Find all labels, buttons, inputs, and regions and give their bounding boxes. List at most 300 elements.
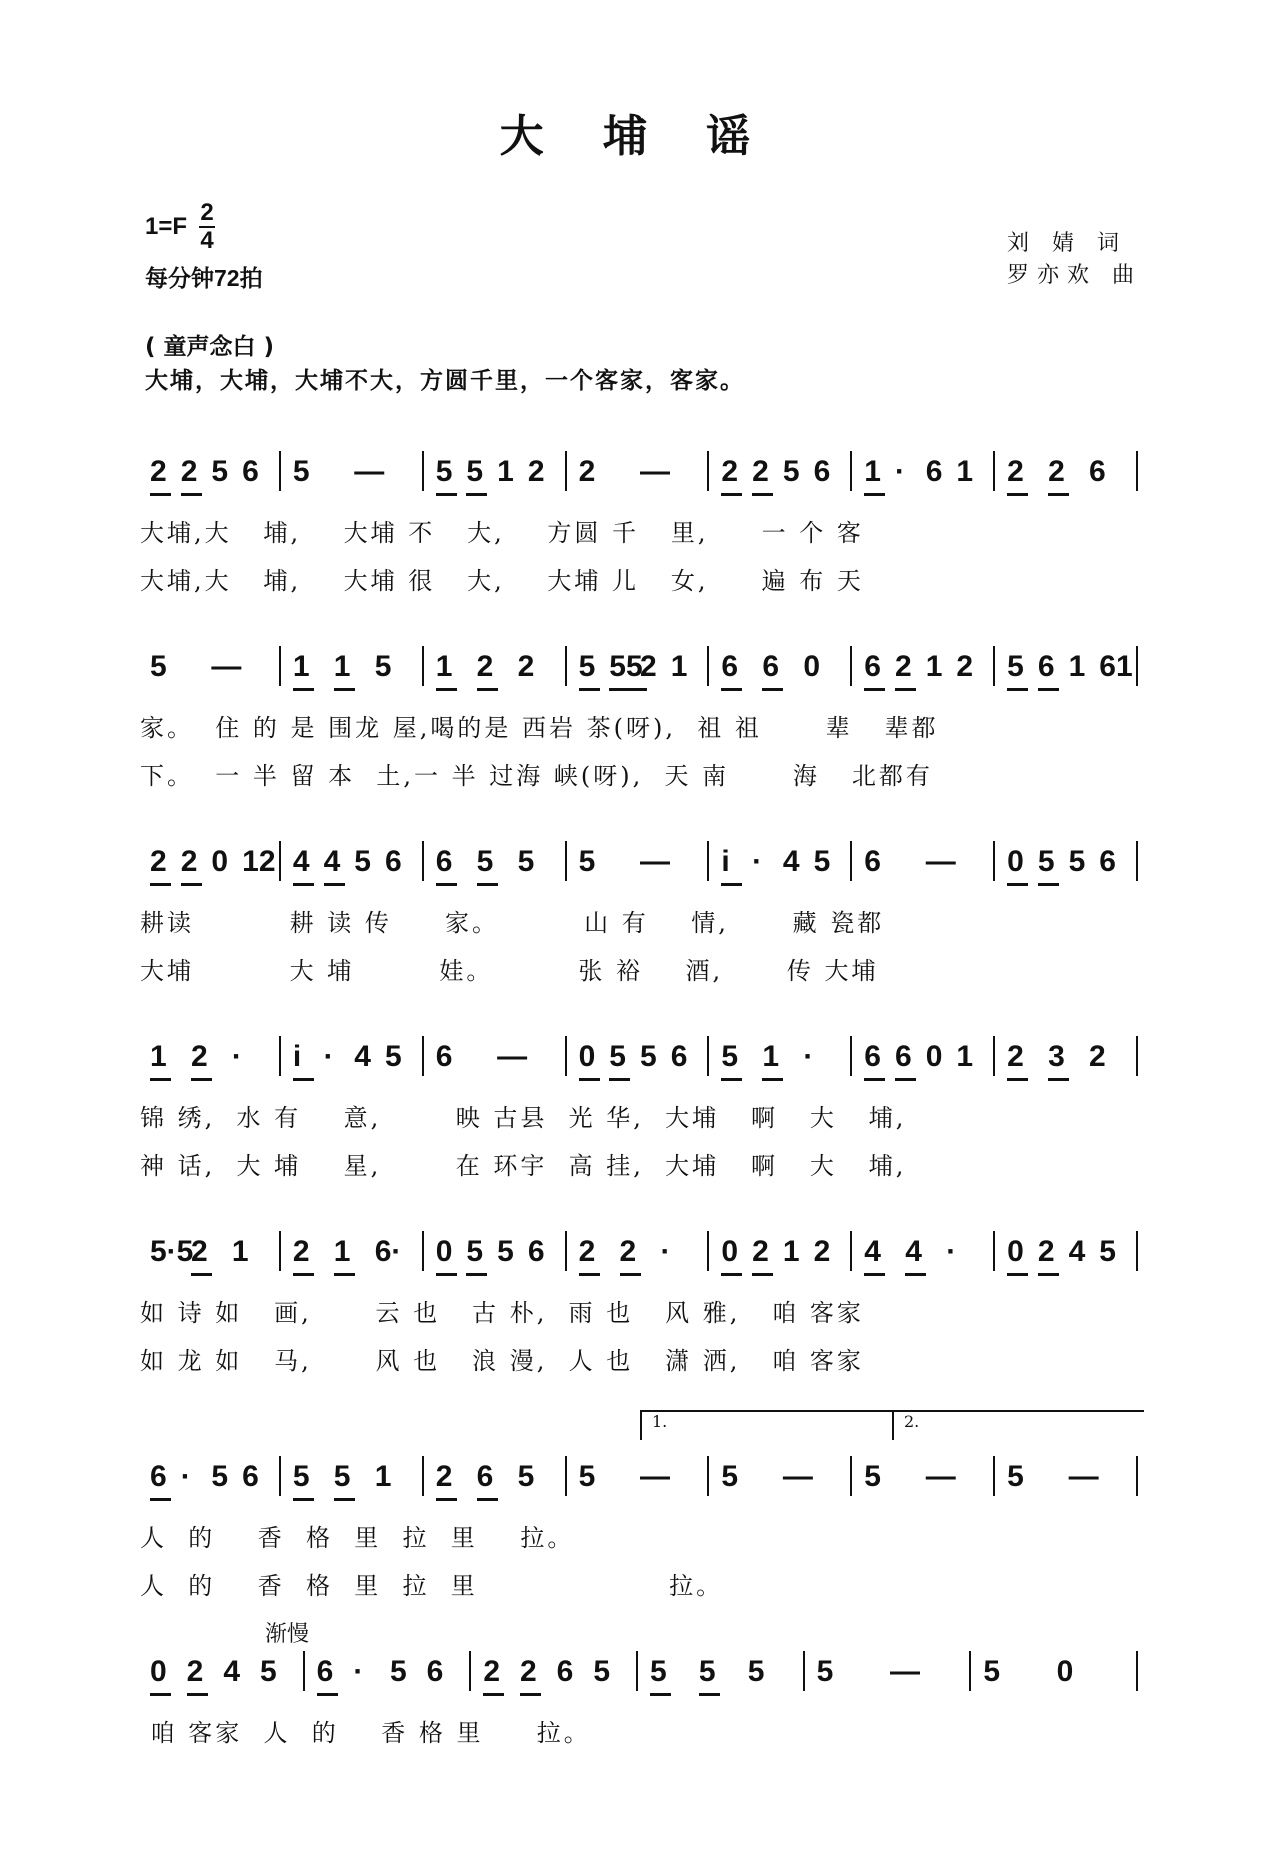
beam-underline	[477, 883, 498, 886]
note: 0	[578, 1040, 596, 1073]
beam-underline	[721, 1078, 742, 1081]
note: 5	[390, 1655, 407, 1688]
note: 0	[925, 1040, 943, 1073]
beam-underline	[864, 1078, 885, 1081]
beam-underline	[721, 688, 742, 691]
note: 1	[956, 1040, 974, 1073]
beam-underline	[520, 1693, 541, 1696]
beam-underline	[1048, 1078, 1069, 1081]
beam-underline	[466, 493, 487, 496]
lyrics-verse-2: 大埔,大 埔, 大埔 很 大, 大埔 儿 女, 遍 布 天	[140, 567, 864, 595]
note: 5	[211, 455, 229, 488]
dash-note: —	[925, 1460, 956, 1493]
note: 5	[466, 455, 484, 488]
dash-note: —	[640, 845, 670, 878]
note: 1	[1068, 650, 1086, 683]
tempo-change-marking: 渐慢	[265, 1622, 310, 1647]
barline	[1136, 841, 1138, 881]
dash-note: —	[354, 455, 385, 488]
beam-underline	[650, 1693, 671, 1696]
note: 0	[211, 845, 229, 878]
barline	[565, 1456, 567, 1496]
barline	[969, 1651, 971, 1691]
barline	[279, 646, 281, 686]
note: 2	[1007, 455, 1024, 488]
song-title: 大 埔 谣	[499, 111, 773, 162]
note: 1	[956, 455, 974, 488]
barline	[707, 451, 709, 491]
beam-underline	[1007, 1273, 1028, 1276]
note: 5	[609, 1040, 626, 1073]
barline	[279, 451, 281, 491]
volta-second-ending: 2.	[892, 1410, 1144, 1440]
barline	[422, 1456, 424, 1496]
note: 6	[864, 1040, 881, 1073]
beam-underline	[721, 883, 742, 886]
time-sig-bottom: 4	[200, 227, 214, 254]
note: 5	[747, 1655, 765, 1688]
note: 1	[374, 1460, 392, 1493]
dash-note: —	[782, 1460, 813, 1493]
note: 2	[190, 1235, 208, 1268]
barline	[850, 1456, 852, 1496]
barline	[707, 646, 709, 686]
beam-underline	[1048, 493, 1069, 496]
note: 5	[578, 845, 596, 878]
barline	[279, 1456, 281, 1496]
barline	[993, 646, 995, 686]
beam-underline	[762, 688, 783, 691]
note: 5	[1007, 650, 1024, 683]
note: 2	[517, 650, 535, 683]
barline	[279, 841, 281, 881]
beam-underline	[721, 493, 742, 496]
beam-underline	[293, 688, 314, 691]
note: 0	[150, 1655, 167, 1688]
note: ·	[752, 845, 763, 878]
note: 2	[186, 1655, 204, 1688]
beam-underline	[620, 1273, 641, 1276]
note: 5	[650, 1655, 667, 1688]
beam-underline	[609, 688, 647, 691]
note: 1	[670, 650, 688, 683]
beam-underline	[334, 1273, 355, 1276]
beam-underline	[721, 1273, 742, 1276]
note: 6	[242, 1460, 259, 1493]
barline	[565, 1231, 567, 1271]
beam-underline	[436, 493, 457, 496]
note: 2	[640, 650, 657, 683]
note: 4	[354, 1040, 371, 1073]
note: 5	[1068, 845, 1086, 878]
barline	[993, 1036, 995, 1076]
note: ·	[803, 1040, 814, 1073]
lyrics-verse-2: 大埔 大 埔 娃。 张 裕 酒, 传 大埔	[140, 957, 879, 985]
beam-underline	[293, 883, 314, 886]
barline	[422, 646, 424, 686]
note: 5	[721, 1460, 739, 1493]
beam-underline	[895, 688, 916, 691]
beam-underline	[477, 1498, 498, 1501]
beam-underline	[579, 688, 600, 691]
note: 3	[1048, 1040, 1065, 1073]
note: 6	[1099, 845, 1116, 878]
note: 55	[609, 650, 643, 683]
beam-underline	[334, 1498, 355, 1501]
key-label: 1=F	[145, 213, 188, 240]
barline	[850, 451, 852, 491]
note: 1	[150, 1040, 167, 1073]
note: 4	[782, 845, 800, 878]
note: 2	[619, 1235, 637, 1268]
dash-note: —	[640, 1460, 670, 1493]
note: 6	[385, 845, 402, 878]
beam-underline	[466, 1273, 487, 1276]
note: 1	[925, 650, 943, 683]
note: 2	[150, 845, 167, 878]
barline	[707, 841, 709, 881]
dash-note: —	[890, 1655, 920, 1688]
notation-line	[140, 650, 1140, 710]
note: 2	[292, 1235, 310, 1268]
note: i	[292, 1040, 302, 1073]
note: 6	[813, 455, 831, 488]
note: 6	[242, 455, 259, 488]
beam-underline	[477, 688, 498, 691]
time-sig-top: 2	[200, 199, 214, 226]
note: 0	[1056, 1655, 1074, 1688]
note: 2	[180, 845, 198, 878]
note: 1	[762, 1040, 780, 1073]
note: 6	[556, 1655, 574, 1688]
beam-underline	[317, 1693, 338, 1696]
barline	[707, 1231, 709, 1271]
barline	[1136, 646, 1138, 686]
barline	[993, 1456, 995, 1496]
beam-underline	[1007, 688, 1028, 691]
note: 5	[517, 1460, 535, 1493]
barline	[422, 451, 424, 491]
beam-underline	[191, 1273, 212, 1276]
barline	[1136, 1231, 1138, 1271]
lyrics-verse-1: 如 诗 如 画, 云 也 古 朴, 雨 也 风 雅, 咱 客家	[140, 1299, 864, 1327]
beam-underline	[150, 883, 171, 886]
note: 5	[497, 1235, 514, 1268]
note: 5	[813, 845, 831, 878]
note: 0	[803, 650, 821, 683]
note: 2	[190, 1040, 208, 1073]
tempo-marking: 每分钟72拍	[145, 265, 263, 291]
beam-underline	[293, 1078, 314, 1081]
barline	[469, 1651, 471, 1691]
barline	[565, 1036, 567, 1076]
beam-underline	[579, 1273, 600, 1276]
note: 2	[527, 455, 545, 488]
barline	[1136, 1651, 1138, 1691]
note: 6	[1037, 650, 1055, 683]
note: 6	[435, 845, 453, 878]
beam-underline	[1038, 688, 1059, 691]
note: ·	[231, 1040, 242, 1073]
beam-underline	[762, 1078, 783, 1081]
note: 4	[864, 1235, 881, 1268]
note: 2	[956, 650, 974, 683]
beam-underline	[483, 1693, 504, 1696]
note: 12	[242, 845, 276, 878]
lyrics-verse-1: 咱 客家 人 的 香 格 里 拉。	[140, 1719, 591, 1747]
beam-underline	[436, 883, 457, 886]
key-signature	[145, 200, 215, 254]
note: 4	[323, 845, 341, 878]
note: 6	[476, 1460, 494, 1493]
note: ·	[946, 1235, 957, 1268]
lyrics-verse-1: 耕读 耕 读 传 家。 山 有 情, 藏 瓷都	[140, 909, 885, 937]
note: 2	[483, 1655, 501, 1688]
barline	[422, 841, 424, 881]
beam-underline	[293, 1498, 314, 1501]
note: 1	[292, 650, 310, 683]
dash-note: —	[1068, 1460, 1099, 1493]
dash-note: —	[925, 845, 956, 878]
note: 5	[517, 845, 535, 878]
note: ·	[180, 1460, 191, 1493]
note: 2	[752, 1235, 769, 1268]
beam-underline	[187, 1693, 208, 1696]
beam-underline	[181, 883, 202, 886]
barline	[707, 1456, 709, 1496]
lyrics-verse-1: 人 的 香 格 里 拉 里 拉。	[140, 1524, 575, 1552]
beam-underline	[436, 1273, 457, 1276]
barline	[1136, 1456, 1138, 1496]
intro-text: 大埔，大埔，大埔不大，方圆千里，一个客家，客家。	[145, 368, 745, 394]
lyrics-verse-2: 神 话, 大 埔 星, 在 环宇 高 挂, 大埔 啊 大 埔,	[140, 1152, 907, 1180]
note: 2	[180, 455, 198, 488]
beam-underline	[864, 493, 885, 496]
note: 0	[721, 1235, 739, 1268]
note: 6·	[374, 1235, 402, 1268]
note: 6	[527, 1235, 545, 1268]
time-signature	[199, 200, 215, 254]
beam-underline	[752, 493, 773, 496]
note: 6	[895, 1040, 912, 1073]
lyrics-verse-1: 家。 住 的 是 围龙 屋,喝的是 西岩 茶(呀), 祖 祖 辈 辈都	[140, 714, 939, 742]
note: 6	[435, 1040, 453, 1073]
note: 5	[983, 1655, 1001, 1688]
barline	[993, 1231, 995, 1271]
beam-underline	[436, 1498, 457, 1501]
note: 2	[150, 455, 167, 488]
note: 5	[640, 1040, 657, 1073]
note: 6	[316, 1655, 334, 1688]
note: 2	[476, 650, 494, 683]
note: 5	[782, 455, 800, 488]
note: 5	[698, 1655, 716, 1688]
beam-underline	[436, 688, 457, 691]
note: 5	[816, 1655, 834, 1688]
note: 2	[435, 1460, 453, 1493]
note: 4	[223, 1655, 241, 1688]
note: 2	[1037, 1235, 1055, 1268]
note: ·	[895, 455, 905, 488]
note: 5	[578, 650, 596, 683]
beam-underline	[864, 1273, 885, 1276]
note: 4	[905, 1235, 922, 1268]
note: 2	[1007, 1040, 1024, 1073]
note: 5	[333, 1460, 351, 1493]
note: 4	[292, 845, 310, 878]
barline	[850, 841, 852, 881]
note: 5	[593, 1655, 611, 1688]
notation-line	[140, 845, 1140, 905]
barline	[803, 1651, 805, 1691]
note: i	[721, 845, 730, 878]
note: ·	[323, 1040, 334, 1073]
barline	[422, 1231, 424, 1271]
note: 61	[1099, 650, 1133, 683]
volta-first-ending: 1.	[640, 1410, 897, 1440]
note: 6	[762, 650, 780, 683]
note: 5	[578, 1460, 596, 1493]
beam-underline	[1007, 883, 1028, 886]
barline	[1136, 451, 1138, 491]
note: 2	[578, 455, 596, 488]
note: 5·5	[150, 1235, 194, 1268]
lyrics-verse-2: 如 龙 如 马, 风 也 浪 漫, 人 也 潇 洒, 咱 客家	[140, 1347, 864, 1375]
beam-underline	[699, 1693, 720, 1696]
note: 1	[333, 650, 351, 683]
note: 6	[864, 650, 881, 683]
beam-underline	[752, 1273, 773, 1276]
barline	[850, 1036, 852, 1076]
barline	[707, 1036, 709, 1076]
note: 2	[1048, 455, 1065, 488]
barline	[565, 646, 567, 686]
lyrics-verse-1: 锦 绣, 水 有 意, 映 古县 光 华, 大埔 啊 大 埔,	[140, 1104, 907, 1132]
note: 5	[260, 1655, 277, 1688]
note: 5	[292, 1460, 310, 1493]
credits	[1007, 228, 1142, 292]
notation-line	[140, 455, 1140, 515]
beam-underline	[150, 1498, 171, 1501]
note: 1	[333, 1235, 351, 1268]
note: 0	[1007, 1235, 1024, 1268]
note: 1	[435, 650, 453, 683]
note: 5	[150, 650, 167, 683]
note: 4	[1068, 1235, 1086, 1268]
note: 5	[374, 650, 392, 683]
note: 2	[752, 455, 769, 488]
lyricist: 刘 婧 词	[1007, 231, 1127, 256]
beam-underline	[334, 688, 355, 691]
note: 5	[864, 1460, 881, 1493]
intro-label: ( 童声念白 )	[145, 334, 275, 360]
dash-note: —	[497, 1040, 528, 1073]
notation-line	[140, 1040, 1140, 1100]
barline	[850, 1231, 852, 1271]
barline	[303, 1651, 305, 1691]
dash-note: —	[211, 650, 242, 683]
note: 5	[435, 455, 453, 488]
lyrics-verse-1: 大埔,大 埔, 大埔 不 大, 方圆 千 里, 一 个 客	[140, 519, 864, 547]
note: ·	[660, 1235, 671, 1268]
note: 2	[813, 1235, 831, 1268]
note: 2	[721, 455, 739, 488]
note: 5	[1007, 1460, 1024, 1493]
note: 5	[292, 455, 310, 488]
barline	[279, 1231, 281, 1271]
note: 5	[1037, 845, 1055, 878]
note: 5	[466, 1235, 484, 1268]
beam-underline	[324, 883, 345, 886]
note: 0	[1007, 845, 1024, 878]
barline	[850, 646, 852, 686]
note: 1	[864, 455, 881, 488]
beam-underline	[864, 688, 885, 691]
beam-underline	[905, 1273, 926, 1276]
note: 1	[782, 1235, 800, 1268]
barline	[636, 1651, 638, 1691]
barline	[993, 841, 995, 881]
dash-note: —	[640, 455, 670, 488]
barline	[993, 451, 995, 491]
beam-underline	[579, 1078, 600, 1081]
notation-line	[140, 1655, 1140, 1715]
beam-underline	[191, 1078, 212, 1081]
note: 1	[231, 1235, 249, 1268]
note: 6	[721, 650, 739, 683]
note: 5	[1099, 1235, 1116, 1268]
beam-underline	[1038, 883, 1059, 886]
note: 6	[670, 1040, 688, 1073]
beam-underline	[1007, 1078, 1028, 1081]
note: 5	[385, 1040, 402, 1073]
barline	[565, 841, 567, 881]
barline	[279, 1036, 281, 1076]
note: 6	[925, 455, 943, 488]
note: 6	[864, 845, 881, 878]
barline	[1136, 1036, 1138, 1076]
note: 5	[476, 845, 494, 878]
beam-underline	[1007, 493, 1028, 496]
note: ·	[353, 1655, 364, 1688]
beam-underline	[150, 1078, 171, 1081]
beam-underline	[150, 1693, 171, 1696]
composer: 罗亦欢 曲	[1007, 263, 1142, 288]
note: 2	[895, 650, 912, 683]
barline	[422, 1036, 424, 1076]
note: 6	[150, 1460, 167, 1493]
note: 2	[1089, 1040, 1106, 1073]
note: 5	[721, 1040, 739, 1073]
note: 0	[435, 1235, 453, 1268]
beam-underline	[1038, 1273, 1059, 1276]
notation-line	[140, 1235, 1140, 1295]
beam-underline	[609, 1078, 630, 1081]
beam-underline	[895, 1078, 916, 1081]
note: 2	[578, 1235, 596, 1268]
notation-line	[140, 1460, 1140, 1520]
beam-underline	[150, 493, 171, 496]
barline	[565, 451, 567, 491]
note: 2	[520, 1655, 537, 1688]
lyrics-verse-2: 人 的 香 格 里 拉 里 拉。	[140, 1572, 724, 1600]
note: 6	[1089, 455, 1106, 488]
note: 5	[354, 845, 371, 878]
note: 5	[211, 1460, 229, 1493]
note: 1	[497, 455, 514, 488]
beam-underline	[181, 493, 202, 496]
lyrics-verse-2: 下。 一 半 留 本 土,一 半 过海 峡(呀), 天 南 海 北都有	[140, 762, 933, 790]
